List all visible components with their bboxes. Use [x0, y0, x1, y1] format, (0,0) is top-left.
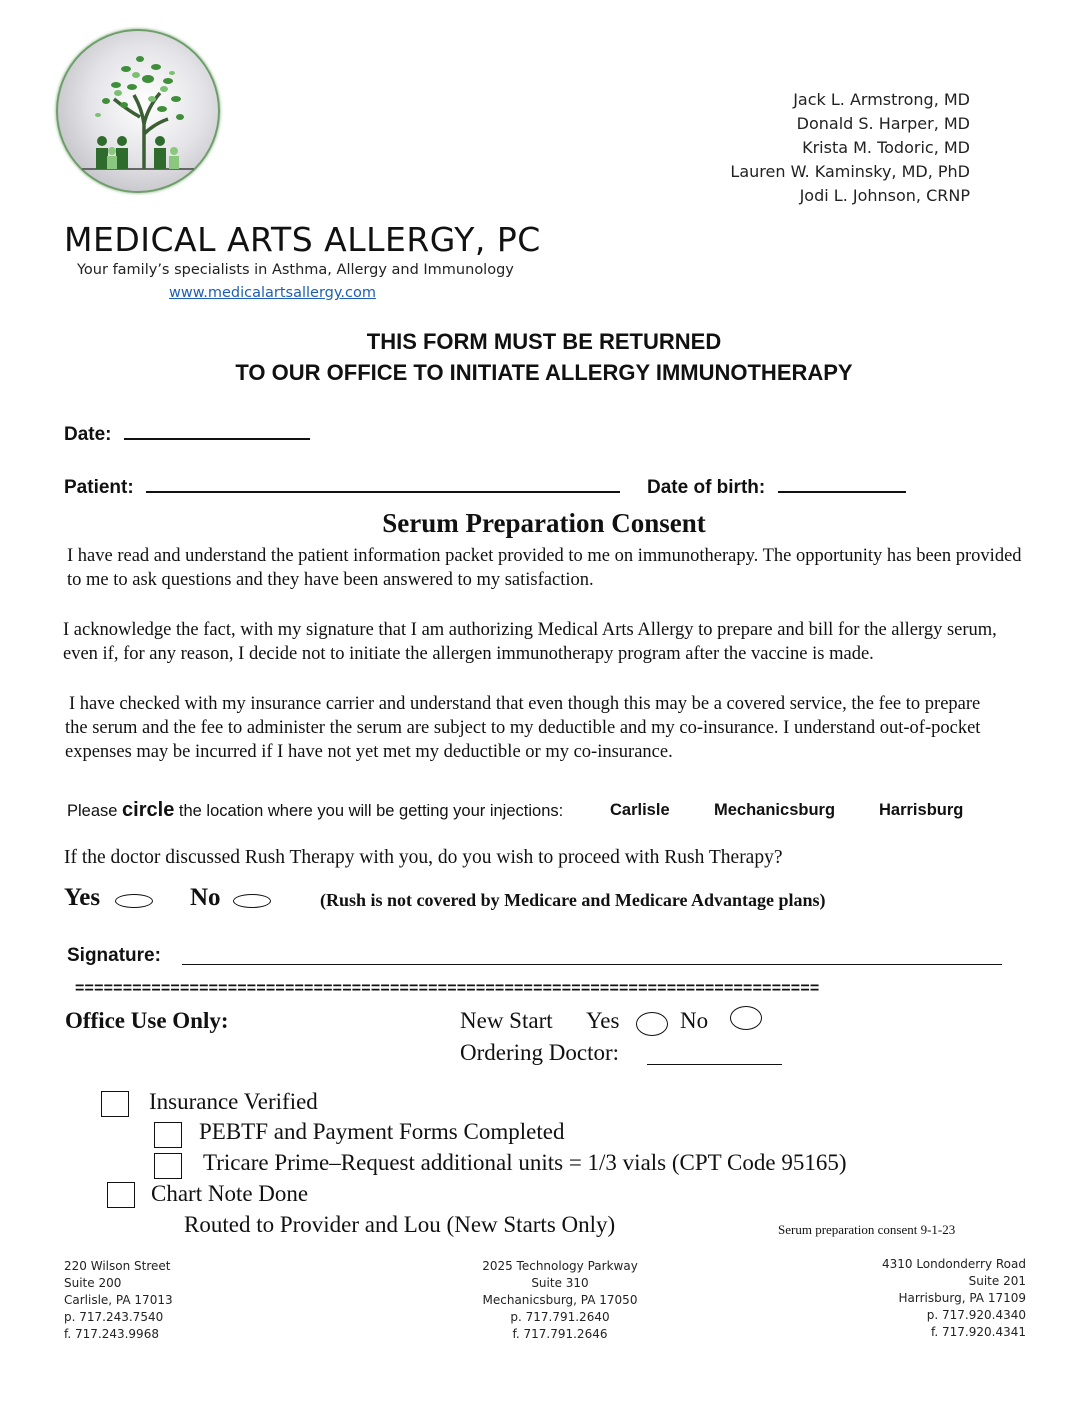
provider-name: Jack L. Armstrong, MD	[793, 90, 970, 109]
provider-list	[730, 88, 970, 208]
provider-name: Jodi L. Johnson, CRNP	[799, 186, 970, 205]
address-phone: p. 717.920.4340	[926, 1308, 1026, 1322]
address-suite: Suite 201	[968, 1274, 1026, 1288]
location-option-harrisburg[interactable]: Harrisburg	[879, 801, 964, 819]
date-field[interactable]	[124, 422, 310, 440]
address-city: Mechanicsburg, PA 17050	[482, 1293, 638, 1307]
footer-address-mechanicsburg	[460, 1258, 660, 1343]
location-option-carlisle[interactable]: Carlisle	[610, 801, 670, 819]
practice-logo	[56, 29, 220, 193]
checklist-item-label: PEBTF and Payment Forms Completed	[199, 1119, 565, 1144]
address-street: 220 Wilson Street	[64, 1259, 171, 1273]
rush-no-radio[interactable]	[233, 894, 271, 908]
patient-field-row	[64, 475, 620, 499]
return-notice	[0, 326, 1088, 388]
signature-row	[67, 945, 161, 967]
address-fax: f. 717.243.9968	[64, 1327, 159, 1341]
address-street: 4310 Londonderry Road	[881, 1257, 1026, 1271]
checklist-item-label: Tricare Prime–Request additional units = 1/3 vials (CPT Code 95165)	[203, 1150, 847, 1175]
provider-name: Lauren W. Kaminsky, MD, PhD	[730, 162, 970, 181]
address-city: Harrisburg, PA 17109	[898, 1291, 1026, 1305]
ordering-doctor-field[interactable]	[647, 1047, 782, 1065]
tricare-prime-checkbox[interactable]	[154, 1153, 182, 1179]
office-use-title: Office Use Only:	[65, 1008, 229, 1033]
ordering-doctor-label: Ordering Doctor:	[460, 1040, 620, 1065]
rush-yes-radio[interactable]	[115, 894, 153, 908]
location-prompt-emphasis: circle	[122, 799, 175, 821]
address-phone: p. 717.791.2640	[510, 1310, 610, 1324]
location-prompt-suffix: the location where you will be getting your injections:	[174, 802, 564, 820]
date-label: Date:	[64, 424, 112, 445]
address-fax: f. 717.791.2646	[512, 1327, 608, 1341]
tree-family-logo-icon	[56, 29, 220, 193]
checklist-item-label: Chart Note Done	[151, 1181, 309, 1206]
checklist-item-label: Insurance Verified	[149, 1089, 318, 1114]
new-start-yes-radio[interactable]	[636, 1012, 668, 1036]
consent-paragraph: I have checked with my insurance carrier and understand that even though this may be a covered service, the fee to prepare the serum and the fee to administer the serum are subject to my deductible and my co-insurance. I understand out-of-pocket expenses may be incurred if I have not yet met my deductible or my co-insurance.	[65, 694, 981, 762]
rush-therapy-question: If the doctor discussed Rush Therapy with you, do you wish to proceed with Rush Therapy?	[64, 847, 783, 868]
return-notice-line1: THIS FORM MUST BE RETURNED	[366, 329, 722, 354]
rush-yes-label: Yes	[64, 884, 101, 911]
rush-no-label: No	[190, 884, 221, 911]
date-field-row	[64, 422, 310, 446]
new-start-no-label: No	[680, 1008, 709, 1033]
dob-label: Date of birth:	[647, 477, 766, 498]
address-phone: p. 717.243.7540	[64, 1310, 164, 1324]
location-prompt-prefix: Please	[67, 802, 123, 820]
consent-paragraph: I have read and understand the patient information packet provided to me on immunotherapy. The opportunity has been provided to me to ask questions and they have been answered to my satisfaction.	[67, 546, 1022, 590]
consent-title: Serum Preparation Consent	[382, 508, 706, 538]
address-city: Carlisle, PA 17013	[64, 1293, 173, 1307]
section-divider: ==============================================================================	[75, 980, 820, 997]
patient-label: Patient:	[64, 477, 134, 498]
chart-note-checkbox[interactable]	[107, 1182, 135, 1208]
address-suite: Suite 200	[64, 1276, 122, 1290]
signature-field[interactable]	[182, 948, 1002, 965]
practice-tagline: Your family’s specialists in Asthma, Allergy and Immunology	[77, 262, 514, 278]
rush-coverage-note: (Rush is not covered by Medicare and Medicare Advantage plans)	[320, 890, 826, 910]
provider-name: Donald S. Harper, MD	[796, 114, 970, 133]
address-street: 2025 Technology Parkway	[482, 1259, 638, 1273]
new-start-yes-label: Yes	[586, 1008, 620, 1033]
footer-address-carlisle	[64, 1258, 173, 1343]
address-fax: f. 717.920.4341	[931, 1325, 1026, 1339]
practice-name: MEDICAL ARTS ALLERGY, PC	[64, 220, 541, 259]
routed-note: Routed to Provider and Lou (New Starts Only)	[184, 1212, 616, 1237]
insurance-verified-checkbox[interactable]	[101, 1091, 129, 1117]
injection-location-row	[67, 799, 563, 822]
return-notice-line2: TO OUR OFFICE TO INITIATE ALLERGY IMMUNOTHERAPY	[235, 360, 853, 385]
provider-name: Krista M. Todoric, MD	[802, 138, 970, 157]
date-of-birth-field[interactable]	[778, 475, 906, 493]
website-link[interactable]: www.medicalartsallergy.com	[169, 285, 376, 301]
pebtf-forms-checkbox[interactable]	[154, 1122, 182, 1148]
new-start-label: New Start	[460, 1008, 553, 1033]
new-start-no-radio[interactable]	[730, 1006, 762, 1030]
footer-address-harrisburg	[882, 1256, 1026, 1341]
patient-name-field[interactable]	[146, 475, 620, 493]
signature-label: Signature:	[67, 945, 161, 966]
location-option-mechanicsburg[interactable]: Mechanicsburg	[714, 801, 836, 819]
consent-paragraph: I acknowledge the fact, with my signature that I am authorizing Medical Arts Allergy to prepare and bill for the allergy serum, even if, for any reason, I decide not to initiate the allergen immunotherapy program after the vaccine is made.	[63, 620, 997, 664]
dob-field-row	[647, 475, 906, 499]
form-version: Serum preparation consent 9-1-23	[778, 1222, 956, 1237]
address-suite: Suite 310	[531, 1276, 589, 1290]
